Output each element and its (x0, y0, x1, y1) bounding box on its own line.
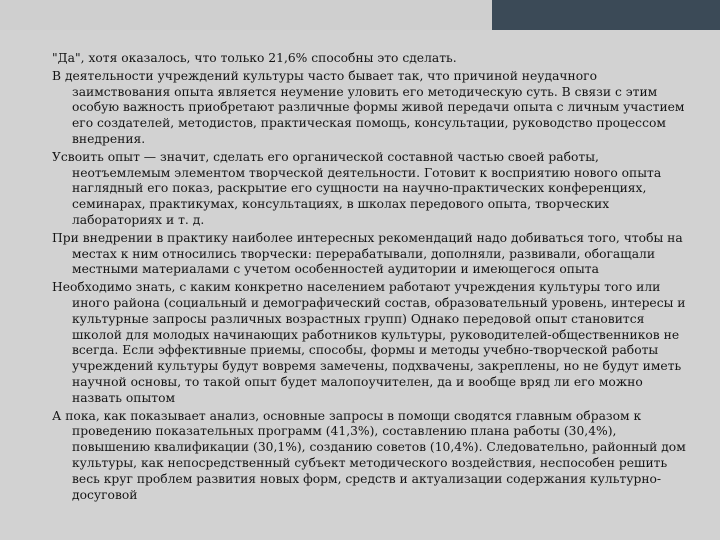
header-accent-block (492, 0, 720, 30)
paragraph-analysis: А пока, как показывает анализ, основные запросы в помощи сводятся главным образом к проведению показательных программ (41,3%), составлению плана работы (30,4%), повышению квалификации (30,1%), созданию советов (10,4%). Следовательно, районный дом культуры, как непосредственный субъект методического воздействия, неспособен решить весь круг проблем развития новых форм, средств и актуализации содержания культурно-досуговой (52, 408, 686, 502)
paragraph-methodical-essence: В деятельности учреждений культуры часто бывает так, что причиной неудачного заимствования опыта является неумение уловить его методическую суть. В связи с этим особую важность приобретают различные формы живой передачи опыта с личным участием его создателей, методистов, практическая помощь, консультации, руководство процессом внедрения. (52, 68, 685, 146)
header-band (0, 0, 720, 30)
slide-text-block (52, 51, 692, 505)
paragraph-implementation: При внедрении в практику наиболее интересных рекомендаций надо добиваться того, чтобы на местах к ним относились творчески: перерабатывали, дополняли, развивали, обогащали местными материалами с учетом особенностей аудитории и имеющегося опыта (52, 230, 683, 277)
paragraph-adopting-experience: Усвоить опыт — значит, сделать его органической составной частью своей работы, неотъемлемым элементом творческой деятельности. Готовит к восприятию нового опыта наглядный его показ, раскрытие его сущности на научно-практических конференциях, семинарах, практикумах, консультациях, в школах передового опыта, творческих лабораториях и т. д. (52, 149, 662, 227)
paragraph-audience-knowledge: Необходимо знать, с каким конкретно населением работают учреждения культуры того или иного района (социальный и демографический состав, образовательный уровень, интересы и культурные запросы различных возрастных групп) Однако передовой опыт становится школой для молодых начинающих работников культуры, руководителей-общественников не всегда. Если эффективные приемы, способы, формы и методы учебно-творческой работы учреждений культуры будут вовремя замечены, подхвачены, закреплены, но не будут иметь научной основы, то такой опыт будет малопоучителен, да и вообще вряд ли его можно назвать опытом (52, 280, 686, 405)
paragraph-intro: "Да", хотя оказалось, что только 21,6% способны это сделать. (52, 51, 457, 65)
